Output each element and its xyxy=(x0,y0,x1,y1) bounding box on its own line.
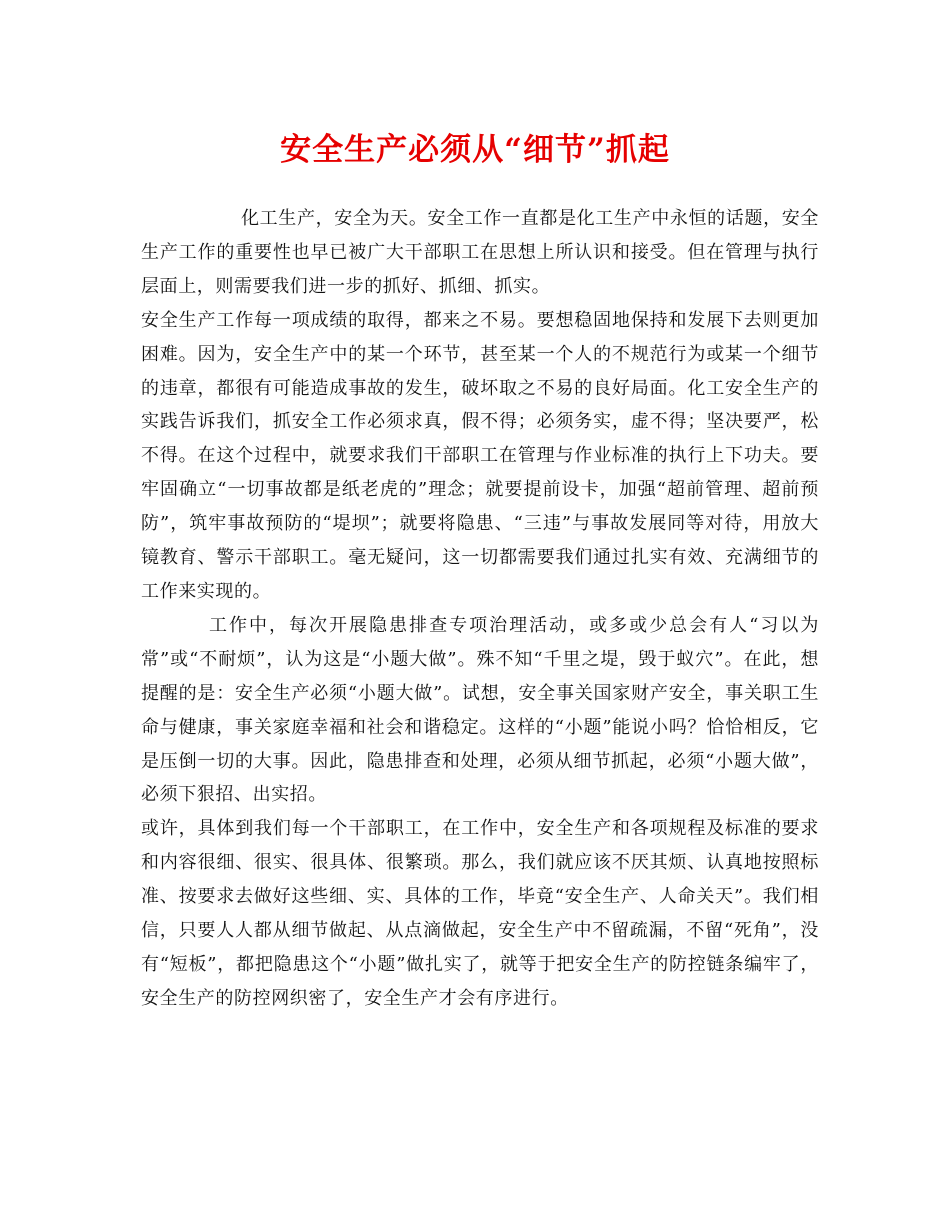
paragraph-2: 安全生产工作每一项成绩的取得，都来之不易。要想稳固地保持和发展下去则更加困难。因为，安全生产中的某一个环节，甚至某一个人的不规范行为或某一个细节的违章，都很有可能造成事故的发生，破坏取之不易的良好局面。化工安全生产的实践告诉我们，抓安全工作必须求真，假不得；必须务实，虚不得；坚决要严，松不得。在这个过程中，就要求我们干部职工在管理与作业标准的执行上下功夫。要牢固确立“一切事故都是纸老虎的”理念；就要提前设卡，加强“超前管理、超前预防”，筑牢事故预防的“堤坝”；就要将隐患、“三违”与事故发展同等对待，用放大镜教育、警示干部职工。毫无疑问，这一切都需要我们通过扎实有效、充满细节的工作来实现的。 xyxy=(141,309,819,602)
document-body xyxy=(141,202,819,1016)
document-title: 安全生产必须从“细节”抓起 xyxy=(280,132,670,168)
paragraph-3: 工作中，每次开展隐患排查专项治理活动，或多或少总会有人“习以为常”或“不耐烦”，认为这是“小题大做”。殊不知“千里之堤，毁于蚁穴”。在此，想提醒的是：安全生产必须“小题大做”。试想，安全事关国家财产安全，事关职工生命与健康，事关家庭幸福和社会和谐稳定。这样的“小题”能说小吗？恰恰相反，它是压倒一切的大事。因此，隐患排查和处理，必须从细节抓起，必须“小题大做”，必须下狠招、出实招。 xyxy=(141,614,819,806)
paragraph-1: 化工生产，安全为天。安全工作一直都是化工生产中永恒的话题，安全生产工作的重要性也早已被广大干部职工在思想上所认识和接受。但在管理与执行层面上，则需要我们进一步的抓好、抓细、抓实。 xyxy=(141,208,819,297)
paragraph-4: 或许，具体到我们每一个干部职工，在工作中，安全生产和各项规程及标准的要求和内容很细、很实、很具体、很繁琐。那么，我们就应该不厌其烦、认真地按照标准、按要求去做好这些细、实、具体的工作，毕竟“安全生产、人命关天”。我们相信，只要人人都从细节做起、从点滴做起，安全生产中不留疏漏，不留“死角”，没有“短板”，都把隐患这个“小题”做扎实了，就等于把安全生产的防控链条编牢了，安全生产的防控网织密了，安全生产才会有序进行。 xyxy=(141,818,819,1009)
